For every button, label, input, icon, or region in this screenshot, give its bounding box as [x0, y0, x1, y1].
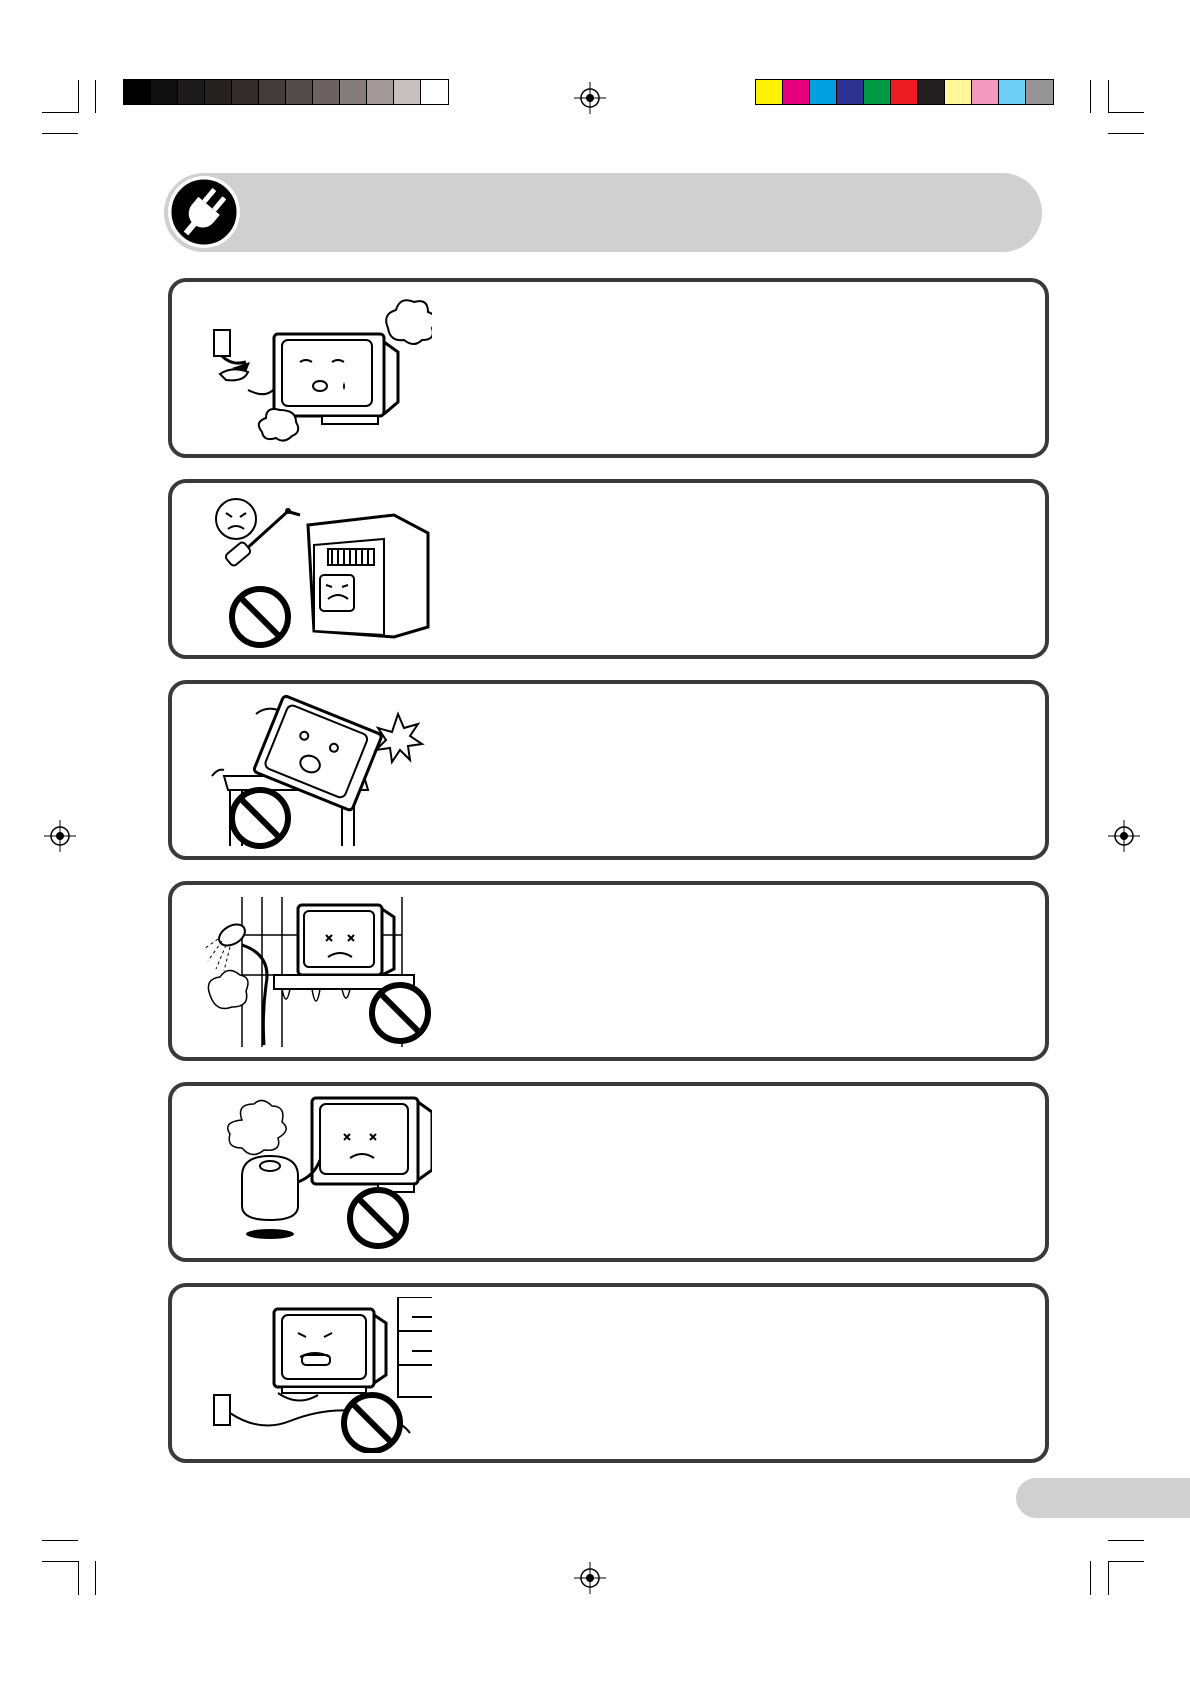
registration-mark-icon	[1108, 820, 1140, 852]
caution-panel-3	[168, 680, 1049, 860]
color-swatch	[891, 80, 918, 104]
registration-mark-icon	[574, 1562, 606, 1594]
color-swatch	[999, 80, 1026, 104]
color-swatch	[232, 80, 259, 104]
plug-icon	[168, 176, 240, 248]
color-swatch	[124, 80, 151, 104]
tv-no-disassemble-illustration	[202, 493, 432, 649]
caution-panel-2	[168, 479, 1049, 659]
tv-water-moisture-illustration	[202, 895, 432, 1051]
color-swatch	[972, 80, 999, 104]
page-number-tab	[1016, 1478, 1190, 1518]
page-number	[1016, 1478, 1156, 1518]
color-swatch	[421, 80, 448, 104]
tv-steam-kettle-illustration	[202, 1096, 432, 1252]
color-swatch	[394, 80, 421, 104]
plug-badge	[168, 176, 240, 248]
tv-smoke-unplug-illustration	[202, 292, 432, 448]
color-swatch	[837, 80, 864, 104]
color-swatch	[259, 80, 286, 104]
registration-mark-icon	[574, 82, 606, 114]
color-swatch	[205, 80, 232, 104]
color-calibration-bar	[755, 79, 1054, 105]
color-swatch	[178, 80, 205, 104]
caution-panel-6	[168, 1283, 1049, 1463]
color-swatch	[756, 80, 783, 104]
registration-mark-icon	[44, 820, 76, 852]
color-swatch	[1026, 80, 1053, 104]
color-swatch	[313, 80, 340, 104]
tv-unstable-surface-illustration	[202, 694, 432, 850]
caution-panel-4	[168, 881, 1049, 1061]
color-swatch	[340, 80, 367, 104]
color-swatch	[810, 80, 837, 104]
section-header	[164, 173, 1042, 252]
tv-cord-damage-illustration	[202, 1297, 432, 1453]
grayscale-calibration-bar	[123, 79, 449, 105]
color-swatch	[864, 80, 891, 104]
color-swatch	[367, 80, 394, 104]
color-swatch	[286, 80, 313, 104]
color-swatch	[918, 80, 945, 104]
color-swatch	[151, 80, 178, 104]
color-swatch	[783, 80, 810, 104]
caution-panel-1	[168, 278, 1049, 458]
caution-panel-5	[168, 1082, 1049, 1262]
color-swatch	[945, 80, 972, 104]
